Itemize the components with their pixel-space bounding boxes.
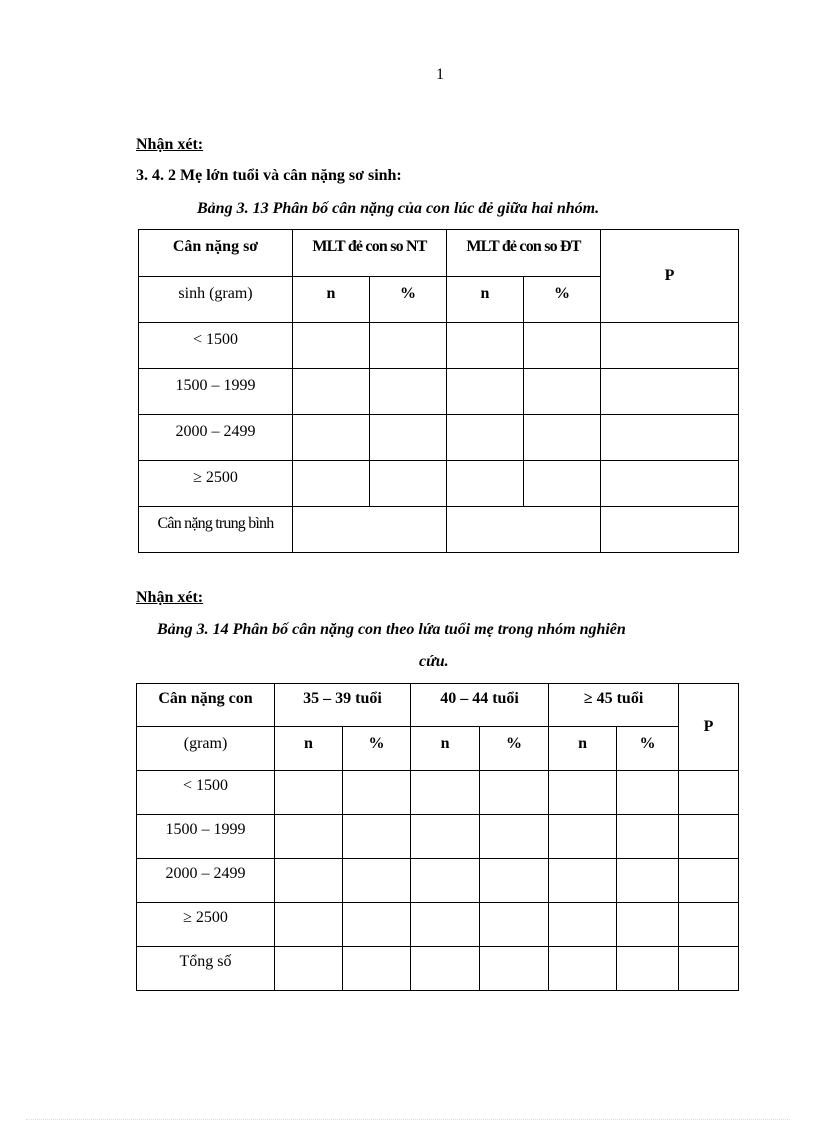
t1-cell xyxy=(601,369,739,415)
t1-cell xyxy=(524,369,601,415)
t2-header-n: n xyxy=(275,727,343,771)
t1-cell xyxy=(370,461,447,507)
page-bottom-rule xyxy=(26,1119,790,1120)
t1-cell xyxy=(524,461,601,507)
t1-cell xyxy=(447,323,524,369)
t1-cell xyxy=(524,415,601,461)
table-3-14 xyxy=(136,683,739,991)
t1-cell xyxy=(601,461,739,507)
t2-cell xyxy=(480,947,549,991)
t2-cell xyxy=(617,815,679,859)
t2-header-p: P xyxy=(679,684,739,771)
t2-cell xyxy=(679,771,739,815)
t2-header-pct: % xyxy=(480,727,549,771)
t2-row-label: < 1500 xyxy=(137,771,275,815)
t1-cell xyxy=(293,507,447,553)
t1-header-weight-unit: sinh (gram) xyxy=(139,277,293,323)
t2-cell xyxy=(549,947,617,991)
t2-cell xyxy=(275,771,343,815)
t1-cell xyxy=(370,369,447,415)
t1-cell xyxy=(524,323,601,369)
t2-cell xyxy=(411,859,480,903)
t2-cell xyxy=(617,859,679,903)
t2-cell xyxy=(679,903,739,947)
t2-cell xyxy=(549,903,617,947)
t2-cell xyxy=(411,903,480,947)
remark-label-1: Nhận xét: xyxy=(136,136,204,153)
t2-cell xyxy=(343,947,411,991)
t2-cell xyxy=(411,815,480,859)
t2-header-weight-unit: (gram) xyxy=(137,727,275,771)
t2-cell xyxy=(275,903,343,947)
t1-cell xyxy=(447,415,524,461)
t2-cell xyxy=(411,771,480,815)
t1-cell xyxy=(601,323,739,369)
t2-row-label: ≥ 2500 xyxy=(137,903,275,947)
t2-cell xyxy=(549,815,617,859)
t2-cell xyxy=(617,771,679,815)
t1-row-label: ≥ 2500 xyxy=(139,461,293,507)
t2-cell xyxy=(480,859,549,903)
t1-cell xyxy=(447,507,601,553)
t2-cell xyxy=(480,771,549,815)
t1-header-pct: % xyxy=(370,277,447,323)
t2-header-n: n xyxy=(549,727,617,771)
t2-cell xyxy=(343,859,411,903)
t2-header-group-40-44: 40 – 44 tuổi xyxy=(411,684,549,727)
t2-cell xyxy=(275,947,343,991)
t1-cell xyxy=(293,369,370,415)
t2-cell xyxy=(549,859,617,903)
t2-cell xyxy=(679,815,739,859)
t2-cell xyxy=(549,771,617,815)
t2-cell xyxy=(343,815,411,859)
t2-cell xyxy=(617,947,679,991)
page-number: 1 xyxy=(436,66,444,83)
t2-header-group-35-39: 35 – 39 tuổi xyxy=(275,684,411,727)
t2-cell xyxy=(411,947,480,991)
t2-row-label: 1500 – 1999 xyxy=(137,815,275,859)
t1-cell xyxy=(293,415,370,461)
t1-header-n: n xyxy=(447,277,524,323)
t2-header-pct: % xyxy=(343,727,411,771)
t2-header-n: n xyxy=(411,727,480,771)
t1-cell xyxy=(601,507,739,553)
t1-header-weight: Cân nặng sơ xyxy=(139,230,293,277)
remark-label-2: Nhận xét: xyxy=(136,589,204,606)
table-caption-2-line2: cứu. xyxy=(419,653,449,670)
t2-cell xyxy=(679,947,739,991)
t1-header-pct: % xyxy=(524,277,601,323)
t2-cell xyxy=(275,859,343,903)
t1-cell xyxy=(370,415,447,461)
t2-cell xyxy=(343,771,411,815)
t2-row-label: 2000 – 2499 xyxy=(137,859,275,903)
t1-row-label: 1500 – 1999 xyxy=(139,369,293,415)
section-heading: 3. 4. 2 Mẹ lớn tuổi và cân nặng sơ sinh: xyxy=(136,167,402,184)
t1-row-label: < 1500 xyxy=(139,323,293,369)
table-3-13 xyxy=(138,229,739,553)
t2-cell xyxy=(480,903,549,947)
t1-header-group-nt: MLT đẻ con so NT xyxy=(293,230,447,277)
t1-cell xyxy=(601,415,739,461)
t2-cell xyxy=(343,903,411,947)
t1-row-mean: Cân nặng trung bình xyxy=(139,507,293,553)
t2-cell xyxy=(617,903,679,947)
t2-cell xyxy=(679,859,739,903)
table-caption-1: Bảng 3. 13 Phân bố cân nặng của con lúc đẻ giữa hai nhóm. xyxy=(197,200,600,217)
t1-header-group-dt: MLT đẻ con so ĐT xyxy=(447,230,601,277)
t1-row-label: 2000 – 2499 xyxy=(139,415,293,461)
t1-cell xyxy=(370,323,447,369)
t1-cell xyxy=(293,323,370,369)
t1-cell xyxy=(293,461,370,507)
t2-header-pct: % xyxy=(617,727,679,771)
t1-cell xyxy=(447,369,524,415)
t2-row-total: Tổng số xyxy=(137,947,275,991)
t1-header-p: P xyxy=(601,230,739,323)
table-caption-2-line1: Bảng 3. 14 Phân bố cân nặng con theo lứa tuổi mẹ trong nhóm nghiên xyxy=(157,621,626,638)
t2-header-weight: Cân nặng con xyxy=(137,684,275,727)
t2-cell xyxy=(480,815,549,859)
t2-header-group-45: ≥ 45 tuổi xyxy=(549,684,679,727)
t2-cell xyxy=(275,815,343,859)
t1-header-n: n xyxy=(293,277,370,323)
t1-cell xyxy=(447,461,524,507)
